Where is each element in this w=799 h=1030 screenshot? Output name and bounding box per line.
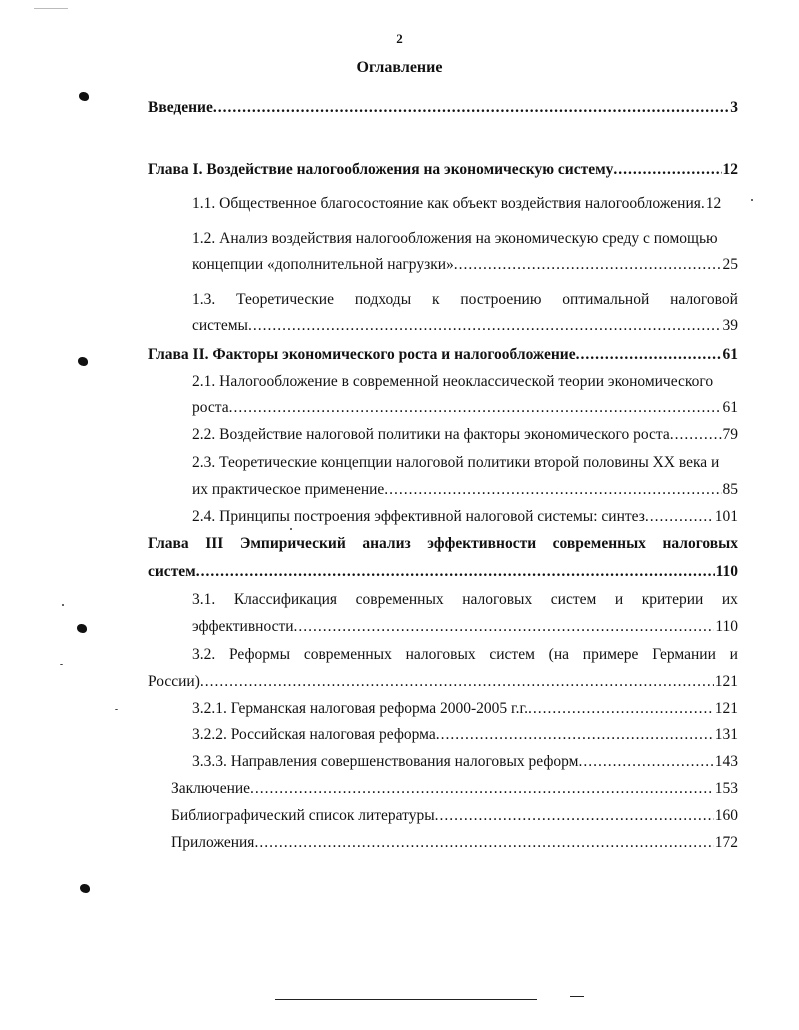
toc-page-number: 61 [722,346,738,363]
binder-hole-mark [78,357,88,366]
toc-entry-3-2[interactable] [148,671,738,693]
toc-entry-text: эффективности [192,618,294,635]
scan-speck [60,664,63,665]
toc-entry-chapter-1[interactable] [148,159,738,181]
toc-entry-chapter-2[interactable] [148,344,738,366]
toc-entry-text: Библиографический список литературы [171,807,435,824]
toc-page-number: 39 [722,317,738,334]
toc-entry-text: 1.1. Общественное благосостояние как объект воздействия налогообложения. [192,195,705,212]
toc-entry-intro[interactable] [148,97,738,119]
toc-page-number: 12 [705,195,722,212]
toc-entry-text: их практическое применение [192,481,385,498]
scan-speck [115,709,118,710]
scan-speck [290,528,292,530]
toc-entry-1-1[interactable] [192,193,738,215]
scan-speck [751,199,753,201]
binder-hole-mark [77,624,87,633]
toc-entry-text: Приложения [171,834,255,851]
toc-entry-1-2-line1[interactable] [192,228,738,250]
toc-entry-2-4[interactable] [192,506,738,528]
toc-page-number: 110 [715,563,738,580]
toc-page-number: 3 [730,99,738,116]
footer-rule-fragment [570,996,584,997]
toc-page-number: 143 [714,753,738,770]
toc-entry-text: 1.2. Анализ воздействия налогообложения на экономическую среду с помощью [192,230,718,247]
toc-entry-1-3[interactable] [192,315,738,337]
toc-entry-3-2-line1[interactable]: 3.2. Реформы современных налоговых систем (на примере Германии и [192,646,738,663]
toc-entry-3-1-line1[interactable]: 3.1. Классификация современных налоговых систем и критерии их [192,591,738,608]
toc-entry-bibliography[interactable] [171,805,738,827]
toc-entry-1-3-line1[interactable]: 1.3. Теоретические подходы к построению оптимальной налоговой [192,291,738,308]
toc-entry-appendix[interactable] [171,832,738,854]
toc-entry-text: 3.3.3. Направления совершенствования налоговых реформ [192,753,579,770]
toc-entry-2-1[interactable] [192,397,738,419]
toc-title: Оглавление [356,59,443,76]
toc-entry-3-1[interactable] [192,616,738,638]
toc-entry-2-2[interactable] [192,424,738,446]
toc-entry-text: Глава I. Воздействие налогообложения на экономическую систему [148,161,614,178]
toc-entry-3-3-3[interactable] [192,751,738,773]
toc-entry-conclusion[interactable] [171,778,738,800]
toc-entry-text: 2.2. Воздействие налоговой политики на факторы экономического роста [192,426,670,443]
toc-page-number: 121 [714,673,738,690]
toc-entry-text: 2.3. Теоретические концепции налоговой политики второй половины XX века и [192,454,720,471]
toc-entry-text: Заключение [171,780,251,797]
toc-entry-text: Глава II. Факторы экономического роста и налогообложение [148,346,576,363]
toc-page-number: 110 [715,618,738,635]
toc-entry-text: системы [192,317,248,334]
toc-entry-chapter-3[interactable] [148,561,738,583]
toc-entry-3-2-2[interactable] [192,724,738,746]
toc-page-number: 12 [722,161,738,178]
toc-entry-1-2[interactable] [192,254,738,276]
toc-page-number: 79 [722,426,738,443]
toc-entry-2-1-line1[interactable] [192,371,738,393]
toc-page-number: 61 [722,399,738,416]
toc-entry-chapter-3-line1[interactable]: Глава III Эмпирический анализ эффективности современных налоговых [148,535,738,552]
toc-entry-text: концепции «дополнительной нагрузки» [192,256,454,273]
toc-entry-text: систем [148,563,196,580]
toc-entry-text: России) [148,673,200,690]
toc-entry-text: Введение [148,99,213,116]
binder-hole-mark [79,92,89,101]
scan-edge-line [34,8,68,9]
scan-speck [62,604,64,606]
toc-entry-text: 2.4. Принципы построения эффективной налоговой системы: синтез [192,508,645,525]
toc-entry-2-3-line1[interactable] [192,452,738,474]
toc-entry-text: 3.2.1. Германская налоговая реформа 2000-2005 г.г. [192,700,528,717]
toc-page-number: 25 [722,256,738,273]
toc-page-number: 101 [714,508,738,525]
toc-page-number: 121 [714,700,738,717]
toc-entry-3-2-1[interactable] [192,698,738,720]
toc-entry-text: 3.2.2. Российская налоговая реформа [192,726,436,743]
toc-page-number: 85 [722,481,738,498]
toc-entry-2-3[interactable] [192,479,738,501]
page-number: 2 [396,31,403,46]
toc-page-number: 172 [714,834,738,851]
binder-hole-mark [80,884,90,893]
footer-rule [275,999,537,1000]
toc-page-number: 153 [714,780,738,797]
toc-entry-text: 2.1. Налогообложение в современной неоклассической теории экономического [192,373,714,390]
toc-page-number: 131 [714,726,738,743]
toc-page-number: 160 [714,807,738,824]
toc-entry-text: роста [192,399,229,416]
